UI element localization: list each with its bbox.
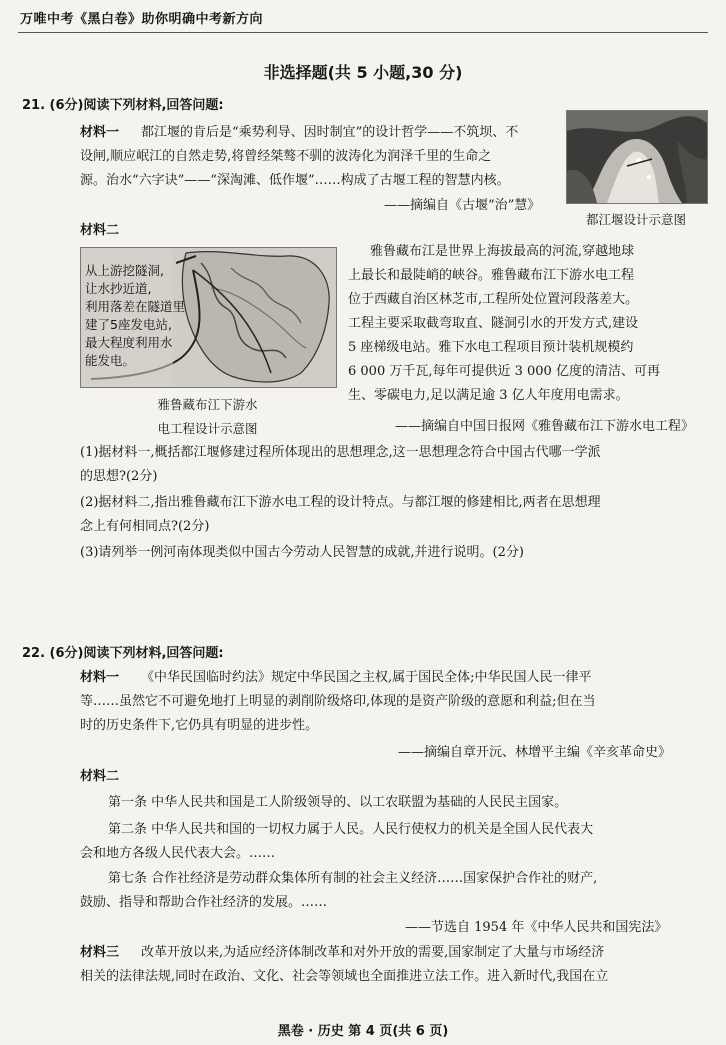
constitution-article-7-line1: 第七条 合作社经济是劳动群众集体所有制的社会主义经济……国家保护合作社的财产,	[108, 871, 598, 886]
q21-material1-source: ——摘编自《古堰“治”慧》	[384, 198, 541, 213]
q21-sub1-line1: (1)据材料一,概括都江堰修建过程所体现出的思想理念,这一思想理念符合中国古代哪一学派	[80, 445, 601, 460]
yarlung-diagram-text	[85, 262, 185, 370]
q21-material2-line6: 6 000 万千瓦,每年可提供近 3 000 亿度的清洁、可再	[348, 364, 660, 379]
q22-material1-line2: 等……虽然它不可避免地打上明显的剥削阶级烙印,体现的是资产阶级的意愿和利益;但在当	[80, 694, 596, 709]
page-header: 万唯中考《黑白卷》助你明确中考新方向	[20, 12, 264, 27]
q21-material2-line2: 上最长和最陡峭的峡谷。雅鲁藏布江下游水电工程	[348, 268, 635, 283]
diagram-text-line: 让水抄近道,	[85, 281, 152, 296]
page-footer: 黑卷 · 历史 第 4 页(共 6 页)	[277, 1024, 449, 1039]
q21-material2-label: 材料二	[80, 223, 120, 238]
diagram-text-line: 从上游挖隧洞,	[85, 263, 164, 278]
constitution-article-2-line1: 第二条 中华人民共和国的一切权力属于人民。人民行使权力的机关是全国人民代表大	[108, 822, 594, 837]
q21-sub3: (3)请列举一例河南体现类似中国古今劳动人民智慧的成就,并进行说明。(2分)	[80, 545, 524, 560]
q21-material2-line4: 工程主要采取截弯取直、隧洞引水的开发方式,建设	[348, 316, 639, 331]
dujiangyan-diagram	[566, 110, 708, 204]
q21-sub1-line2: 的思想?(2分)	[80, 469, 158, 484]
q21-material2-source: ——摘编自中国日报网《雅鲁藏布江下游水电工程》	[395, 419, 695, 434]
q21-sub2-line1: (2)据材料二,指出雅鲁藏布江下游水电工程的设计特点。与都江堰的修建相比,两者在思想理	[80, 495, 601, 510]
q21-material1-line3: 源。治水“六字诀”——“深淘滩、低作堰”……构成了古堰工程的智慧内核。	[80, 173, 510, 188]
yarlung-caption-line2: 电工程设计示意图	[157, 421, 258, 436]
q22-material3-label: 材料三	[80, 945, 120, 960]
q21-material2-line3: 位于西藏自治区林芝市,工程所处位置河段落差大。	[348, 292, 639, 307]
diagram-text-line: 建了5座发电站,	[85, 317, 172, 332]
constitution-article-2-line2: 会和地方各级人民代表大会。……	[80, 846, 276, 861]
section-title: 非选择题(共 5 小题,30 分)	[263, 63, 463, 82]
diagram-text-line: 利用落差在隧道里	[85, 299, 186, 314]
yarlung-tsangpo-diagram	[80, 247, 337, 388]
constitution-article-7-line2: 鼓励、指导和帮助合作社经济的发展。……	[80, 895, 328, 910]
q22-stem: 22. (6分)阅读下列材料,回答问题:	[22, 646, 224, 661]
constitution-article-1: 第一条 中华人民共和国是工人阶级领导的、以工农联盟为基础的人民民主国家。	[108, 795, 568, 810]
q22-material1-source: ——摘编自章开沅、林增平主编《辛亥革命史》	[398, 745, 672, 760]
q21-material2-line7: 生、零碳电力,足以满足逾 3 亿人年度用电需求。	[348, 388, 629, 403]
q21-material1-line1: 都江堰的肯后是“乘势利导、因时制宜”的设计哲学——不筑坝、不	[141, 125, 519, 140]
q22-material2-label: 材料二	[80, 769, 120, 784]
q22-material3-line1: 改革开放以来,为适应经济体制改革和对外开放的需要,国家制定了大量与市场经济	[141, 945, 605, 960]
diagram-text-line: 最大程度利用水	[85, 335, 173, 350]
q22-material1-line3: 时的历史条件下,它仍具有明显的进步性。	[80, 718, 319, 733]
yarlung-caption-line1: 雅鲁藏布江下游水	[157, 397, 258, 412]
q21-material1-label: 材料一	[80, 125, 120, 140]
q22-material2-source: ——节选自 1954 年《中华人民共和国宪法》	[405, 920, 668, 935]
q21-sub2-line2: 念上有何相同点?(2分)	[80, 519, 210, 534]
q21-material2-line1: 雅鲁藏布江是世界上海拔最高的河流,穿越地球	[370, 244, 635, 259]
diagram-text-line: 能发电。	[85, 353, 136, 368]
q22-material1-line1: 《中华民国临时约法》规定中华民国之主权,属于国民全体;中华民国人民一律平	[141, 670, 592, 685]
header-divider	[18, 32, 708, 33]
q22-material1-label: 材料一	[80, 670, 120, 685]
q21-material1-line2: 设闸,顺应岷江的自然走势,将曾经桀骜不驯的波涛化为润泽千里的生命之	[80, 149, 492, 164]
q22-material3-line2: 相关的法律法规,同时在政治、文化、社会等领域也全面推进立法工作。进入新时代,我国在立	[80, 969, 609, 984]
dujiangyan-caption: 都江堰设计示意图	[585, 212, 686, 227]
q21-material2-line5: 5 座梯级电站。雅下水电工程项目预计装机规模约	[348, 340, 634, 355]
q21-stem: 21. (6分)阅读下列材料,回答问题:	[22, 98, 224, 113]
